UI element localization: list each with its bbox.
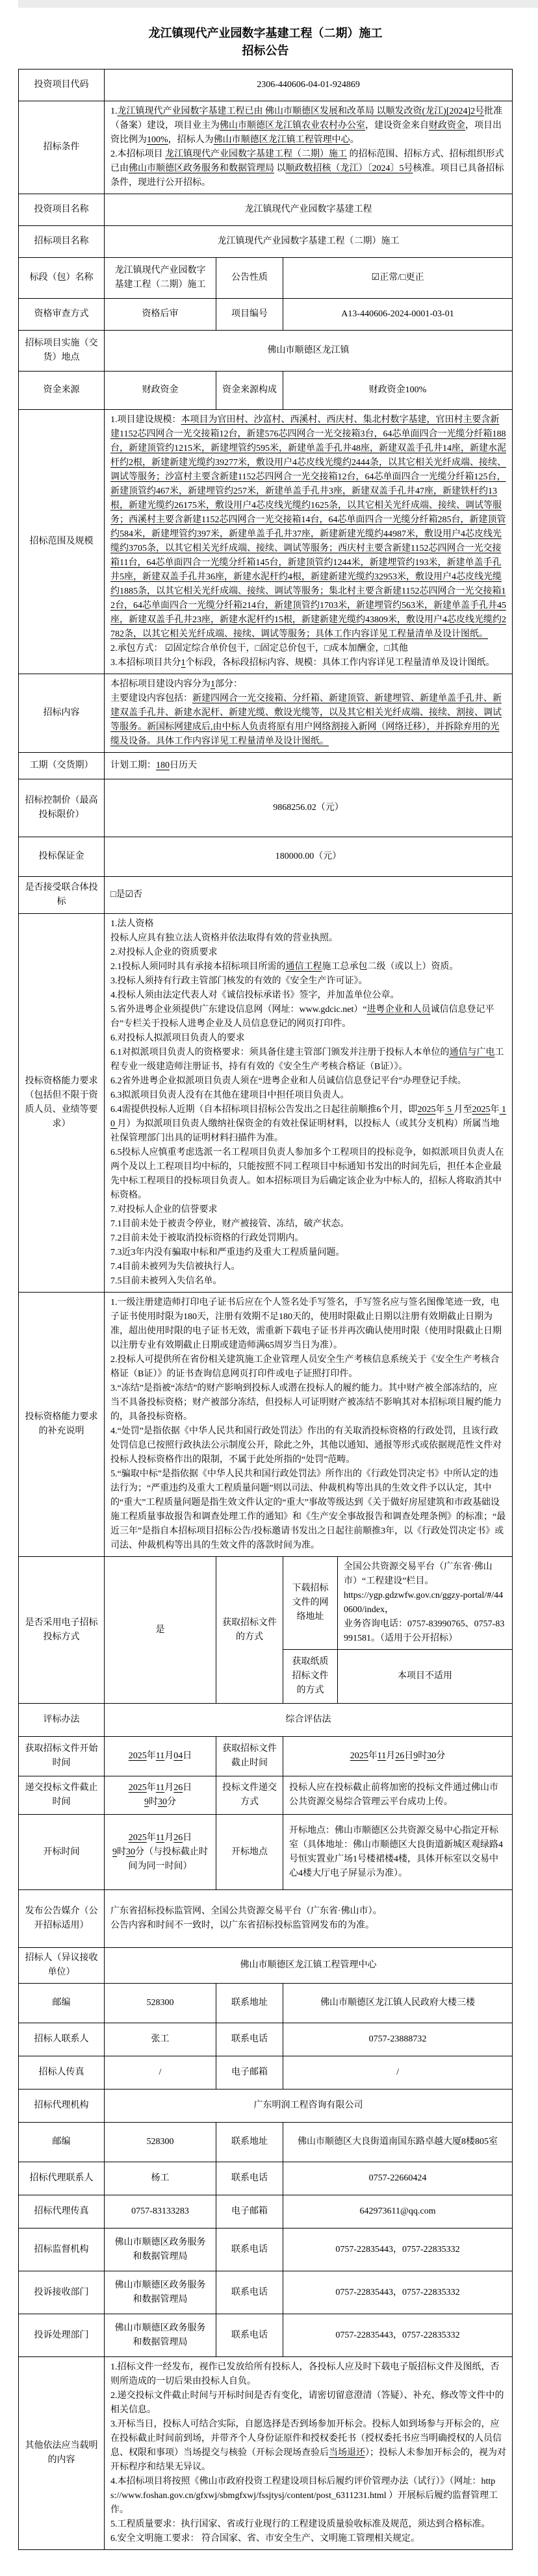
value-electronic-bidding: 是	[105, 1557, 216, 1704]
row-tenderer	[19, 1948, 513, 1984]
row-complaint-receiving	[19, 2271, 513, 2314]
label-submission-method: 投标文件递交方式	[216, 1776, 283, 1815]
value-agency-postcode: 528300	[105, 2123, 216, 2162]
value-investment-name: 龙江镇现代产业园数字基建工程	[105, 194, 513, 226]
label-tenderer-postcode: 邮编	[19, 1984, 105, 2023]
value-agency-fax: 0757-83133283	[105, 2195, 216, 2229]
label-fund-composition: 资金来源构成	[216, 372, 283, 410]
value-download-url: 全国公共资源交易平台（广东省·佛山市）“工程建设”栏目。 https://ygp.gdzwfw.gov.cn/ggzy-portal/#/440600/index， 业务咨询电话：0757-83990765、0757-83991581。（适用于公开招标）	[338, 1557, 513, 1650]
value-tender-content: 本招标项目建设内容分为1部分： 主要建设内容包括：新建四网合一光交接箱、分纤箱、新建顶管、新建埋管、新建单盖手孔井、新建双盖手孔井、新建水泥杆、新建光缆、敷设光缆等，以及其它相关光纤成端、接续、割接、调试等服务。新国标网建成后,由中标人负责将原有用户网络割接入新网（网络迁移），并拆除弃用的光缆及设备。具体工作内容详见工程量清单及设计图纸。	[105, 674, 513, 753]
label-tenderer-address: 联系地址	[216, 1984, 283, 2023]
value-tender-name: 龙江镇现代产业园数字基建工程（二期）施工	[105, 226, 513, 258]
label-notice-nature: 公告性质	[216, 258, 283, 299]
value-delivery-location: 佛山市顺德区龙江镇	[105, 331, 513, 372]
value-qualification-notes: 1.一级注册建造师打印电子证书后应在个人签名处手写签名，手写签名应与签名图像笔迹一致，电子证书使用时限为180天，注册有效期不足180天的，使用时限截止日期以注册有效期截止日期为准，超出使用时限的电子证书无效，需重新下载电子证书并再次确认使用时限（使用时限截止日期以注册专业有效期截止日期或建造师满65周岁当日为准）。 2.投标人可提供所在省份相关建筑施工企业管理人员安全生产考核信息系统关于《安全生产考核合格证（B证）》的证书查询信息网页打印件或电子证照打印件。 3.“冻结”是指被“冻结”的财产影响到投标人或潜在投标人的履约能力。其中财产被全部冻结的，应当不具备投标资格；财产被部分冻结，但投标人可证明财产被冻结不影响其对本招标项目履约能力的，具备投标资格。 4.“处罚”是指依据《中华人民共和国行政处罚法》作出的有关取消投标资格的行政处罚，且该行政处罚信息已按照行政执法公示制度公开，除此之外，其他以通知、通报等形式或依据规范性文件对投标人投标资格作出的限制，不属于此处所指的“处罚”范畴。 5.“骗取中标”是指依据《中华人民共和国行政处罚法》所作出的《行政处罚决定书》中所认定的违法行为；“严重违约及重大工程质量问题”则以司法、仲裁机构等出具的生效文件予以认定，其中的“重大”工程质量问题是指生效文件认定的“重大”事故等级达到《关于做好房屋建筑和市政基础设施工程质量事故报告和调查处理工作的通知》和《生产安全事故报告和调查处理条例》的标准；“最近三年”是指自本招标项目招标公告/投标邀请书发出之日起往前顺推3年，以《行政处罚决定书》或司法、仲裁机构等出具的生效文件的落款时间为准。	[105, 1293, 513, 1557]
label-bid-bond: 投标保证金	[19, 837, 105, 877]
label-qualification-notes: 投标资格能力要求的补充说明	[19, 1293, 105, 1557]
value-supervision: 佛山市顺德区政务服务和数据管理局	[105, 2229, 216, 2271]
row-agency-contact	[19, 2162, 513, 2195]
label-duration: 工期（交货期）	[19, 753, 105, 779]
value-agency-phone: 0757-22660424	[283, 2162, 513, 2195]
value-opening-time: 2025年11月26日 9时30分（与投标截止时间为同一时间）	[105, 1815, 216, 1890]
row-announcement-media	[19, 1890, 513, 1948]
label-agency-address: 联系地址	[216, 2123, 283, 2162]
row-duration	[19, 753, 513, 779]
label-tenderer: 招标人（异议接收单位）	[19, 1948, 105, 1984]
row-complaint-handling	[19, 2314, 513, 2357]
row-qualification-requirements	[19, 914, 513, 1293]
row-evaluation-method	[19, 1704, 513, 1737]
value-complaint-handling-phone: 0757-22835443，0757-22835332	[283, 2314, 513, 2357]
value-section-name: 龙江镇现代产业园数字基建工程（二期）施工	[105, 258, 216, 299]
row-supervision	[19, 2229, 513, 2271]
label-tender-name: 招标项目名称	[19, 226, 105, 258]
label-submission-deadline: 递交投标文件截止时间	[19, 1776, 105, 1815]
value-tenderer-phone: 0757-23888732	[283, 2023, 513, 2056]
value-tenderer-postcode: 528300	[105, 1984, 216, 2023]
label-consortium: 是否接受联合体投标	[19, 877, 105, 914]
row-consortium	[19, 877, 513, 914]
row-investment-name	[19, 194, 513, 226]
value-bid-bond: 180000.00（元）	[105, 837, 513, 877]
announcement-page	[0, 8, 538, 2576]
row-tender-content	[19, 674, 513, 753]
label-evaluation-method: 评标办法	[19, 1704, 105, 1737]
value-tenderer: 佛山市顺德区龙江镇工程管理中心	[105, 1948, 513, 1984]
row-control-price	[19, 779, 513, 837]
label-qualification-requirements: 投标资格能力要求（包括但不限于资质人员、业绩等要求）	[19, 914, 105, 1293]
label-tender-content: 招标内容	[19, 674, 105, 753]
value-fund-composition: 财政资金100%	[283, 372, 513, 410]
label-tenderer-fax: 招标人传真	[19, 2056, 105, 2090]
value-doc-deadline: 2025年11月26日9时30分	[283, 1737, 513, 1776]
label-qualification-method: 资格审查方式	[19, 299, 105, 331]
row-doc-obtain-time	[19, 1737, 513, 1776]
value-supervision-phone: 0757-22835443，0757-22835332	[283, 2229, 513, 2271]
row-other-content	[19, 2357, 513, 2550]
label-complaint-receiving: 投诉接收部门	[19, 2271, 105, 2314]
value-agency-contact: 杨工	[105, 2162, 216, 2195]
row-tenderer-fax	[19, 2056, 513, 2090]
label-agency-email: 电子邮箱	[216, 2195, 283, 2229]
label-complaint-handling: 投诉处理部门	[19, 2314, 105, 2357]
value-qualification-method: 资格后审	[105, 299, 216, 331]
value-paper-doc-method: 本项目不适用	[338, 1650, 513, 1704]
label-tenderer-contact: 招标人联系人	[19, 2023, 105, 2056]
value-complaint-receiving-phone: 0757-22835443，0757-22835332	[283, 2271, 513, 2314]
value-fund-source: 财政资金	[105, 372, 216, 410]
value-project-number: A13-440606-2024-0001-03-01	[283, 299, 513, 331]
row-tender-conditions	[19, 101, 513, 194]
value-scope-and-scale: 1.项目建设规模：本项目为官田村、沙富村、西溪村、西庆村、集北村数字基建，官田村主要含新建1152芯四网合一光交接箱12台，新建576芯四网合一光交接箱3台，64芯单面四合一光缆分纤箱188台，新建顶管约1215米，新建埋管约595米，新建单盖手孔井48座，新建双盖手孔井14座，新建水泥杆约2根，新建新建光缆约39277米，敷设用户4芯皮线光缆约2444条，以其它相关光纤成端、接续、调试等服务；沙富村主要含新建1152芯四网合一光交接箱12台，64芯单面四合一光缆分纤箱125台，新建顶管约467米，新建埋管约257米，新建单盖手孔井3座，新建双盖手孔井47座，新建铁杆约13根，新建光缆约26175米，敷设用户4芯皮线光缆约1625条，以其它相关光纤成端、接续、调试等服务；西溪村主要含新建1152芯四网合一光交接箱14台，64芯单面四合一光缆分纤箱285台，新建顶管约584米，新建埋管约397米，新建单盖手孔井37座，新建新建光缆约44987米，敷设用户4芯皮线光缆约3705条，以其它相关光纤成端、接续、调试等服务；西庆村主要含新建1152芯四网合一光交接箱11台，64芯单面四合一光缆分纤箱145台，新建顶管约1244米，新建埋管约193米，新建单盖手孔井5座，新建双盖手孔井36座，新建水泥杆约4根，新建新建光缆约32953米，敷设用户4芯皮线光缆约1885条，以其它相关光纤成端、接续、调试等服务；集北村主要含新建1152芯四网合一光交接箱12台，64芯单面四合一光缆分纤箱214台，新建顶管约1703米，新建埋管约563米，新建单盖手孔井45座，新建双盖手孔井23座，新建水泥杆约15根，新建新建光缆约43809米，敷设用户4芯皮线光缆约2782条，以其它相关光纤成端、接续、调试等服务；具体工作内容详见工程量清单及设计图纸。 2.承包方式： ☑固定综合单价包干，□固定总价包干，□成本加酬金，□其他 3.本招标项目共分1个标段，各标段招标内容、规模：具体工作内容详见工程量清单及设计图纸。	[105, 410, 513, 674]
value-announcement-media: 广东省招标投标监管网、全国公共资源交易平台（广东省·佛山市）。 公告内容和时间不一致时，以广东省招标投标监管网发布的为准。	[105, 1890, 513, 1948]
value-complaint-handling: 佛山市顺德区政务服务和数据管理局	[105, 2314, 216, 2357]
row-electronic-bidding	[19, 1557, 513, 1650]
row-tenderer-contact	[19, 2023, 513, 2056]
label-section-name: 标段（包）名称	[19, 258, 105, 299]
row-tenderer-postcode	[19, 1984, 513, 2023]
label-agency-phone: 联系电话	[216, 2162, 283, 2195]
label-control-price: 招标控制价（最高投标限价）	[19, 779, 105, 837]
label-fund-source: 资金来源	[19, 372, 105, 410]
value-agency: 广东明润工程咨询有限公司	[105, 2090, 513, 2123]
label-investment-code: 投资项目代码	[19, 69, 105, 101]
value-duration: 计划工期：180日历天	[105, 753, 513, 779]
value-doc-start-time: 2025年11月04日	[105, 1737, 216, 1776]
row-bid-bond	[19, 837, 513, 877]
label-complaint-receiving-phone: 联系电话	[216, 2271, 283, 2314]
value-control-price: 9868256.02（元）	[105, 779, 513, 837]
value-investment-code: 2306-440606-04-01-924869	[105, 69, 513, 101]
value-tender-conditions: 1.龙江镇现代产业园数字基建工程已由 佛山市顺德区发展和改革局 以顺发改资(龙江)[2024]2号批准（备案）建设，项目业主为佛山市顺德区龙江镇农业农村办公室，建设资金来自财政资金，项目出资比例为100%，招标人为佛山市顺德区龙江镇工程管理中心。 2.本招标项目 龙江镇现代产业园数字基建工程（二期）施工 的招标范围、招标方式、招标组织形式已由佛山市顺德区政务服务和数据管理局 以顺政数招核（龙江）〔2024〕5号核准。项目已具备招标条件，现进行公开招标。	[105, 101, 513, 194]
label-download-url: 下载招标文件的网络地址	[283, 1557, 338, 1650]
value-evaluation-method: 综合评估法	[105, 1704, 513, 1737]
row-delivery-location	[19, 331, 513, 372]
label-supervision-phone: 联系电话	[216, 2229, 283, 2271]
row-qualification-notes	[19, 1293, 513, 1557]
row-fund-source	[19, 372, 513, 410]
value-agency-address: 佛山市顺德区大良街道南国东路卓越大厦8楼805室	[283, 2123, 513, 2162]
page-title-line2: 招标公告	[242, 44, 289, 57]
row-section-name	[19, 258, 513, 299]
value-submission-deadline: 2025年11月26日 9时30分	[105, 1776, 216, 1815]
label-electronic-bidding: 是否采用电子招标投标方式	[19, 1557, 105, 1704]
value-consortium-checkbox: □是☑否	[105, 877, 513, 914]
label-other-content: 其他依法应当载明的内容	[19, 2357, 105, 2550]
label-announcement-media: 发布公告媒介（公开招标适用）	[19, 1890, 105, 1948]
label-doc-deadline: 获取招标文件截止时间	[216, 1737, 283, 1776]
page-title	[18, 25, 513, 60]
value-agency-email: 642973611@qq.com	[283, 2195, 513, 2229]
label-doc-obtain-method: 获取招标文件的方式	[216, 1557, 283, 1704]
page-title-line1: 龙江镇现代产业园数字基建工程（二期）施工	[148, 27, 383, 40]
value-opening-place: 开标地点：佛山市顺德区公共资源交易中心指定开标室（具体地址：佛山市顺德区大良街道新城区观绿路4号恒实置业广场1号楼裙楼4楼，具体开标室以交易中心4楼大厅电子屏显示为准）。	[283, 1815, 513, 1890]
label-agency-fax: 招标代理传真	[19, 2195, 105, 2229]
value-complaint-receiving: 佛山市顺德区政务服务和数据管理局	[105, 2271, 216, 2314]
row-investment-code	[19, 69, 513, 101]
value-tenderer-email: /	[283, 2056, 513, 2090]
row-agency-fax	[19, 2195, 513, 2229]
label-delivery-location: 招标项目实施（交货）地点	[19, 331, 105, 372]
row-agency	[19, 2090, 513, 2123]
label-scope-and-scale: 招标范围及规模	[19, 410, 105, 674]
value-tenderer-contact: 张工	[105, 2023, 216, 2056]
label-opening-time: 开标时间	[19, 1815, 105, 1890]
label-opening-place: 开标地点	[216, 1815, 283, 1890]
value-tenderer-address: 佛山市顺德区龙江镇人民政府大楼三楼	[283, 1984, 513, 2023]
label-doc-start-time: 获取招标文件开始时间	[19, 1737, 105, 1776]
label-supervision: 招标监督机构	[19, 2229, 105, 2271]
label-project-number: 项目编号	[216, 299, 283, 331]
row-qualification-method	[19, 299, 513, 331]
browser-top-strip	[18, 0, 538, 8]
label-agency-contact: 招标代理联系人	[19, 2162, 105, 2195]
label-tender-conditions: 招标条件	[19, 101, 105, 194]
label-agency-postcode: 邮编	[19, 2123, 105, 2162]
value-other-content: 1.招标文件一经发布，视作已发放给所有投标人，各投标人应及时下载电子版招标文件及图纸，否则所造成的一切后果由投标人自负。 2.递交投标文件截止时间与开标时间是否有变化，请密切留意澄清（答疑）、补充、修改等文件中的相关信息。 3.开标当日，投标人可结合实际，自愿选择是否到场参加开标会。投标人如到场参与开标会的，应在投标截止时间前到场，并带齐个人身份证原件和授权委托书（授权委托书应当明确授权的人员信息、权限和事项）当场提交与核验（开标会现场查验后当场退还）；投标人未参加开标会的，视为对开标程序和结果无异议。 4.本招标项目将按照《佛山市政府投资工程建设项目标后履约评价管理办法（试行）》（网址：https://www.foshan.gov.cn/gfxwj/sbmgfxwj/fssjtysj/content/post_6311231.html ）开展标后履约监督管理工作。 5.工程质量要求：执行国家、省或行业现行的工程建设质量验收标准及规范，须达到合格标准。 6.安全文明施工要求： 符合国家、省、市安全生产、文明施工管理相关规定。	[105, 2357, 513, 2550]
row-submission-deadline	[19, 1776, 513, 1815]
label-tenderer-phone: 联系电话	[216, 2023, 283, 2056]
row-bid-opening	[19, 1815, 513, 1890]
label-agency: 招标代理机构	[19, 2090, 105, 2123]
row-scope-and-scale	[19, 410, 513, 674]
label-complaint-handling-phone: 联系电话	[216, 2314, 283, 2357]
row-agency-postcode	[19, 2123, 513, 2162]
label-paper-doc-method: 获取纸质招标文件的方式	[283, 1650, 338, 1704]
value-notice-nature: ☑正常/□更正	[283, 258, 513, 299]
label-investment-name: 投资项目名称	[19, 194, 105, 226]
value-qualification-requirements: 1.法人资格 投标人应具有独立法人资格并依法取得有效的营业执照。 2.对投标人企业的资质要求 2.1投标人须同时具有承接本招标项目所需的通信工程施工总承包二级（或以上）资质。 3.投标人须持有行政主管部门核发的有效的《安全生产许可证》。 4.投标人须由法定代表人对《诚信投标承诺书》签字，并加盖单位公章。 5.省外进粤企业须提供广东建设信息网（网址：www.gdcic.net）“进粤企业和人员诚信信息登记平台”专栏关于投标人进粤企业及人员信息登记的网页打印件。 6.对投标人拟派项目负责人的要求 6.1对拟派项目负责人的资格要求：须具备住建主管部门颁发并注册于投标人本单位的通信与广电工程专业一级建造师注册证书，持有有效的《安全生产考核合格证（B证）》。 6.2省外进粤企业拟派项目负责人须在“进粤企业和人员诚信信息登记平台”办理登记手续。 6.3拟派项目负责人没有在其他在建项目中担任项目负责人。 6.4需提供投标人近期（自本招标项目招标公告发出之日起往前顺推6个月，即2025年 5 月至2025年 10 月）为拟派项目负责人缴纳社保资金的有效社保证明材料，以投标人（或其分支机构）所属当地社保管理部门出具的证明材料扫描件为准。 6.5投标人应慎重考虑选派一名工程项目负责人参加多个工程项目的投标竞争，如拟派项目负责人在两个及以上工程项目均中标的，只能按照不同工程项目中标通知书发出的时间先后，担任本企业最先中标工程项目的投标项目负责人。如本招标项目为后确定该企业为中标人的，招标人将取消其中标资格。 7.对投标人企业的信誉要求 7.1目前未处于被责令停业，财产被接管、冻结，破产状态。 7.2目前未处于被取消投标资格的行政处罚期内。 7.3近3年内没有骗取中标和严重违约及重大工程质量问题。 7.4目前未被列为失信被执行人。 7.5目前未被列入失信名单。	[105, 914, 513, 1293]
row-tender-name	[19, 226, 513, 258]
label-tenderer-email: 电子邮箱	[216, 2056, 283, 2090]
value-tenderer-fax: /	[105, 2056, 216, 2090]
value-submission-method: 投标人应在投标截止前将加密的投标文件通过佛山市公共资源交易综合管理云平台成功上传。	[283, 1776, 513, 1815]
tender-announcement-table	[18, 69, 513, 2550]
